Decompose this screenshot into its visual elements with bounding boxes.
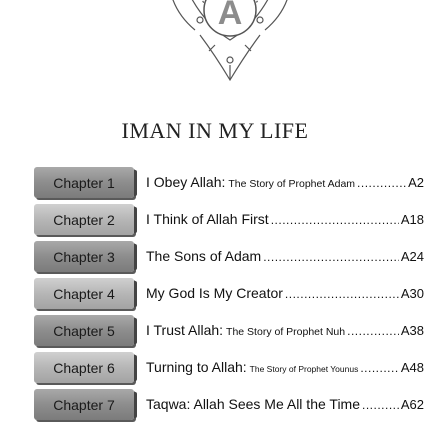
toc-row-6[interactable] xyxy=(0,352,430,388)
chapter-title: The Sons of Adam xyxy=(146,248,262,264)
chapter-4-button[interactable]: Chapter 4 xyxy=(34,278,134,309)
toc-entry-6 xyxy=(146,359,424,375)
chapter-title: I Trust Allah: xyxy=(146,322,224,338)
chapter-title: I Think of Allah First xyxy=(146,211,269,227)
chapter-6-button[interactable]: Chapter 6 xyxy=(34,352,134,383)
leader-dots xyxy=(360,361,399,375)
chapter-7-button[interactable]: Chapter 7 xyxy=(34,389,134,420)
chapter-subtitle: The Story of Prophet Younus xyxy=(249,364,359,374)
page-number: A62 xyxy=(400,397,424,412)
emblem-letter: A xyxy=(217,0,243,32)
page-number: A38 xyxy=(400,323,424,338)
chapter-2-button[interactable]: Chapter 2 xyxy=(34,204,134,235)
toc-entry-5 xyxy=(146,322,424,338)
leader-dots xyxy=(347,324,399,338)
page-number: A18 xyxy=(400,212,424,227)
chapter-title: Taqwa: Allah Sees Me All the Time xyxy=(146,396,360,412)
page-number: A30 xyxy=(400,286,424,301)
ornamental-emblem xyxy=(155,0,305,85)
leader-dots xyxy=(357,176,406,190)
chapter-subtitle: The Story of Prophet Adam xyxy=(228,178,356,190)
chapter-5-button[interactable]: Chapter 5 xyxy=(34,315,134,346)
toc-entry-1 xyxy=(146,174,424,190)
chapter-title: Turning to Allah: xyxy=(146,359,247,375)
leader-dots xyxy=(362,398,399,412)
chapter-3-button[interactable]: Chapter 3 xyxy=(34,241,134,272)
chapter-subtitle: The Story of Prophet Nuh xyxy=(226,326,346,338)
chapter-title: I Obey Allah: xyxy=(146,174,226,190)
chapter-1-button[interactable]: Chapter 1 xyxy=(34,167,134,198)
toc-entry-2 xyxy=(146,211,424,227)
toc-row-1[interactable] xyxy=(0,167,430,203)
toc-entry-3 xyxy=(146,248,424,264)
leader-dots xyxy=(285,287,399,301)
page-number: A48 xyxy=(400,360,424,375)
leader-dots xyxy=(271,213,399,227)
toc-entry-4 xyxy=(146,285,424,301)
toc-row-3[interactable] xyxy=(0,241,430,277)
page-number: A24 xyxy=(400,249,424,264)
toc-row-4[interactable] xyxy=(0,278,430,314)
toc-entry-7 xyxy=(146,396,424,412)
page-number: A2 xyxy=(408,175,424,190)
page-title: IMAN IN MY LIFE xyxy=(121,118,309,143)
chapter-title: My God Is My Creator xyxy=(146,285,283,301)
toc-row-5[interactable] xyxy=(0,315,430,351)
leader-dots xyxy=(263,250,399,264)
toc-row-2[interactable] xyxy=(0,204,430,240)
toc-row-7[interactable] xyxy=(0,389,430,425)
